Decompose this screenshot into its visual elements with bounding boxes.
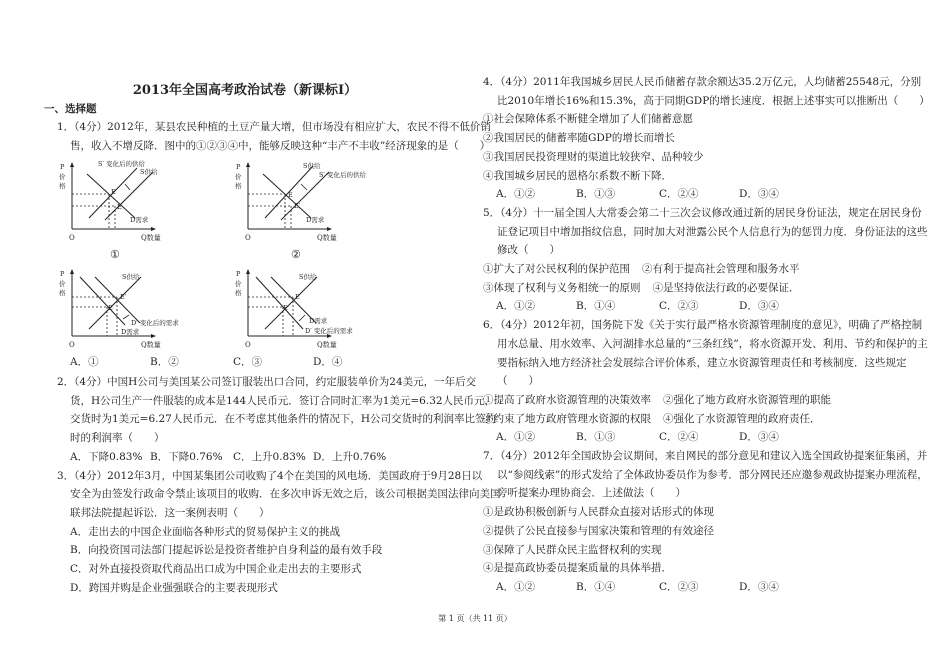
q4-stem-line: 4．（4分）2011年我国城乡居民人民币储蓄存款余额达35.2万亿元，人均储蓄25548元，分别 [483, 76, 922, 88]
q4-statement: ①社会保障体系不断健全增加了人们储蓄意愿 [483, 113, 693, 126]
axis-label-q: Q数量 [141, 234, 161, 242]
q7-statement-row [483, 505, 714, 519]
curve-label-d_prime: D′ 变化后的需求 [131, 319, 179, 327]
x-axis-arrow [151, 334, 156, 338]
q6-stem-line: 6．（4分）2012年初，国务院下发《关于实行最严格水资源管理制度的意见》，明确了严格控制 [483, 319, 923, 332]
q7-statement-row [483, 543, 662, 557]
y-axis-arrow [70, 162, 74, 167]
q5-option-a: A．①② [496, 300, 536, 313]
q6-statement-row [483, 393, 831, 407]
curve-label-e: E [288, 191, 293, 199]
shift-arrow [301, 184, 307, 190]
q4-statement: ②我国居民的储蓄率随GDP的增长而增长 [483, 132, 675, 145]
q6-stem-line: （ ） [497, 375, 539, 388]
q4-statement-row [483, 150, 704, 164]
axis-label-p: P [236, 270, 241, 278]
axis-label-p: P [60, 163, 65, 171]
curve-label-d_prime: D′ 变化后的需求 [305, 327, 353, 335]
q1-option-b: B．② [150, 356, 179, 368]
page-footer: 第 1 页（共 11 页） [438, 614, 512, 623]
curve-label-d: D需求 [130, 216, 149, 224]
q1-option-a: A．① [70, 356, 99, 368]
supply-demand-graph-g4 [221, 267, 361, 372]
origin-label: O [69, 341, 75, 349]
q4-statement-row [483, 131, 675, 145]
curve-label-e_prime: E′ [111, 188, 118, 196]
q4-statement-row [483, 169, 672, 183]
graph-number: ① [110, 248, 120, 261]
axis-label-price: 价 [235, 280, 242, 288]
q7-option-a: A．①② [496, 580, 536, 593]
axis-label-price: 格 [235, 182, 242, 190]
q1-stem-line: 1．（4分）2012年，某县农民种植的土豆产量大增，但市场没有相应扩大，农民不得不低价销 [57, 121, 491, 133]
q3-option-b: B．向投资国司法部门提起诉讼是投资者维护自身利益的最有效手段 [70, 544, 383, 557]
q3-option-d: D．跨国并购是企业强强联合的主要表现形式 [70, 581, 278, 594]
q2-option-c: C．上升0.83% [233, 450, 306, 463]
supply-demand-graph-g3 [45, 267, 185, 372]
q7-statement-row [483, 561, 672, 575]
curve-label-d: D需求 [309, 317, 328, 325]
q7-stem-line: 以“参阅线索”的形式发给了全体政协委员作为参考．部分网民还应邀参观政协提案办理流程， [497, 468, 928, 481]
q7-statement-row [483, 524, 714, 538]
curve-label-s: S供给 [122, 273, 140, 281]
axis-label-p: P [236, 163, 241, 171]
axis-label-q: Q数量 [317, 341, 337, 349]
q3-stem-line: 3．（4分）2012年3月，中国某集团公司收购了4个在美国的风电场．美国政府于9月28日以 [57, 469, 483, 482]
axis-label-price: 价 [235, 173, 242, 181]
q2-option-b: B．下降0.76% [150, 450, 223, 463]
curve-label-e_prime: E′ [283, 304, 290, 312]
axis-label-price: 价 [59, 173, 66, 181]
q5-statement: ③体现了权利与义务相统一的原则 [483, 281, 641, 294]
q2-stem-line: 交货时为1美元=6.27人民币元．在不考虑其他条件的情况下，H公司交货时的利润率比签约 [70, 413, 497, 426]
curve-label-d: D需求 [121, 328, 140, 336]
q6-statement: ②强化了地方政府水资源管理的职能 [663, 393, 831, 406]
q5-statement: ④是坚持依法行政的必要保证． [652, 281, 800, 294]
axis-label-price: 价 [59, 280, 66, 288]
shift-arrow [123, 315, 129, 319]
q6-statement: ③约束了地方政府管理水资源的权限 [483, 412, 651, 425]
curve-label-s: S供给 [303, 162, 321, 170]
q3-option-a: A．走出去的中国企业面临各种形式的贸易保护主义的挑战 [70, 525, 341, 538]
q2-stem-line: 时的利润率（ ） [70, 432, 165, 445]
axis-label-q: Q数量 [141, 341, 161, 349]
curve-label-s_prime: S′ 变化后的供给 [98, 160, 145, 168]
curve-label-s: S供给 [140, 168, 158, 176]
y-axis-arrow [70, 269, 74, 274]
curve-label-s: S供给 [299, 273, 317, 281]
q5-stem-line: 5．（4分）十一届全国人大常委会第二十三次会议修改通过新的居民身份证法，规定在居民身份 [483, 206, 922, 219]
q7-statement: ①是政协积极创新与人民群众直接对话形式的体现 [483, 506, 714, 519]
q1-option-c: C．③ [233, 356, 263, 368]
q7-statement: ④是提高政协委员提案质量的具体举措． [483, 562, 672, 575]
q5-option-d: D．③④ [739, 300, 779, 313]
q4-option-d: D．③④ [739, 188, 779, 201]
curve-label-e_prime: E′ [120, 293, 127, 301]
q4-option-c: C．②④ [659, 188, 699, 201]
shift-arrow [299, 315, 305, 321]
x-axis-arrow [327, 227, 332, 231]
curve-label-s_prime: S′ 变化后的供给 [319, 171, 366, 179]
q6-statement-row [483, 412, 821, 426]
supply-demand-graph-g2 [221, 160, 366, 265]
q6-stem-line: 要指标纳入地方经济社会发展综合评价体系，建立水资源管理责任和考核制度．这些规定 [497, 356, 907, 369]
curve-label-e: E [295, 293, 300, 301]
section-heading: 一、选择题 [44, 103, 97, 115]
q7-statement: ②提供了公民直接参与国家决策和管理的有效途径 [483, 524, 714, 537]
q7-option-d: D．③④ [739, 580, 779, 593]
q5-statement-row [483, 262, 800, 276]
q3-option-c: C．对外直接投资取代商品出口成为中国企业走出去的主要形式 [70, 563, 362, 575]
q6-stem-line: 用水总量、用水效率、入河湖排水总量的“三条红线”，将水资源开发、利用、节约和保护的主 [497, 337, 928, 350]
origin-label: O [245, 234, 251, 242]
axis-label-q: Q数量 [317, 234, 337, 242]
origin-label: O [69, 234, 75, 242]
q6-option-a: A．①② [496, 431, 536, 444]
q7-statement: ③保障了人民群众民主监督权利的实现 [483, 543, 662, 556]
q5-statement: ②有利于提高社会管理和服务水平 [642, 263, 800, 275]
q4-option-a: A．①② [496, 188, 536, 201]
axis-label-p: P [60, 270, 65, 278]
q5-option-c: C．②③ [659, 300, 699, 313]
q6-option-d: D．③④ [739, 431, 779, 444]
curve-label-d: D需求 [306, 216, 325, 224]
curve-label-e: E [108, 304, 113, 312]
q5-option-b: B．①④ [576, 300, 616, 313]
graph-number: ② [291, 248, 301, 261]
x-axis-arrow [151, 227, 156, 231]
q6-option-c: C．②④ [659, 431, 699, 444]
q3-stem-line: 安全为由签发行政命令禁止该项目的收购．在多次申诉无效之后，该公司根据美国法律向美国 [70, 488, 501, 501]
page-title: 2013年全国高考政治试卷（新课标I） [132, 83, 358, 98]
q4-statement-row [483, 112, 693, 126]
q1-stem-line: 售，收入不增反降．图中的①②③④中，能够反映这种“丰产不丰收”经济现象的是（ ） [70, 139, 491, 152]
q4-statement: ④我国城乡居民的恩格尔系数不断下降． [483, 169, 672, 182]
axis-label-price: 格 [235, 289, 242, 297]
q7-option-c: C．②③ [659, 580, 699, 593]
q4-stem-line: 比2010年增长16%和15.3%，高于同期GDP的增长速度．根据上述事实可以推断出（ ） [497, 94, 930, 107]
q2-option-a: A．下降0.83% [70, 450, 143, 463]
q1-option-d: D．④ [313, 356, 343, 368]
demand-curve-d [87, 174, 135, 218]
q3-stem-line: 联邦法院提起诉讼．这一案例表明（ ） [70, 506, 270, 519]
q5-statement: ①扩大了对公民权利的保护范围 [483, 263, 630, 275]
q2-stem-line: 2．（4分）中国H公司与美国某公司签订服装出口合同，约定服装单价为24美元，一年后交 [57, 376, 477, 388]
shift-arrow [125, 184, 130, 190]
axis-label-price: 格 [59, 182, 66, 190]
q7-stem-line: 旁听提案办理协商会．上述做法（ ） [497, 487, 686, 500]
q4-option-b: B．①③ [576, 188, 616, 201]
demand-curve-d [263, 174, 311, 218]
q4-statement: ③我国居民投资理财的渠道比较狭窄、品种较少 [483, 150, 704, 163]
q7-stem-line: 7．（4分）2012年全国政协会议期间，来自网民的部分意见和建议入选全国政协提案征集函，并 [483, 450, 928, 462]
q2-option-d: D．上升0.76% [313, 450, 387, 463]
y-axis-arrow [246, 162, 250, 167]
axis-label-price: 格 [59, 289, 66, 297]
curve-label-e: E [117, 203, 122, 211]
q5-stem-line: 修改（ ） [497, 244, 560, 257]
q5-statement-row [483, 281, 800, 295]
q2-stem-line: 货，H公司生产一件服装的成本是144人民币元．签订合同时汇率为1美元=6.32人民币元， [70, 394, 496, 407]
q7-option-b: B．①④ [576, 580, 616, 593]
q6-option-b: B．①③ [576, 431, 616, 444]
supply-demand-graph-g1 [45, 160, 185, 265]
q6-statement: ①提高了政府水资源管理的决策效率 [483, 393, 651, 406]
q6-statement: ④强化了水资源管理的政府责任． [663, 412, 821, 425]
origin-label: O [245, 341, 251, 349]
q5-stem-line: 证登记项目中增加指纹信息，同时加大对泄露公民个人信息行为的惩罚力度．身份证法的这些 [497, 225, 928, 238]
curve-label-e_prime: E′ [294, 202, 301, 210]
y-axis-arrow [246, 269, 250, 274]
